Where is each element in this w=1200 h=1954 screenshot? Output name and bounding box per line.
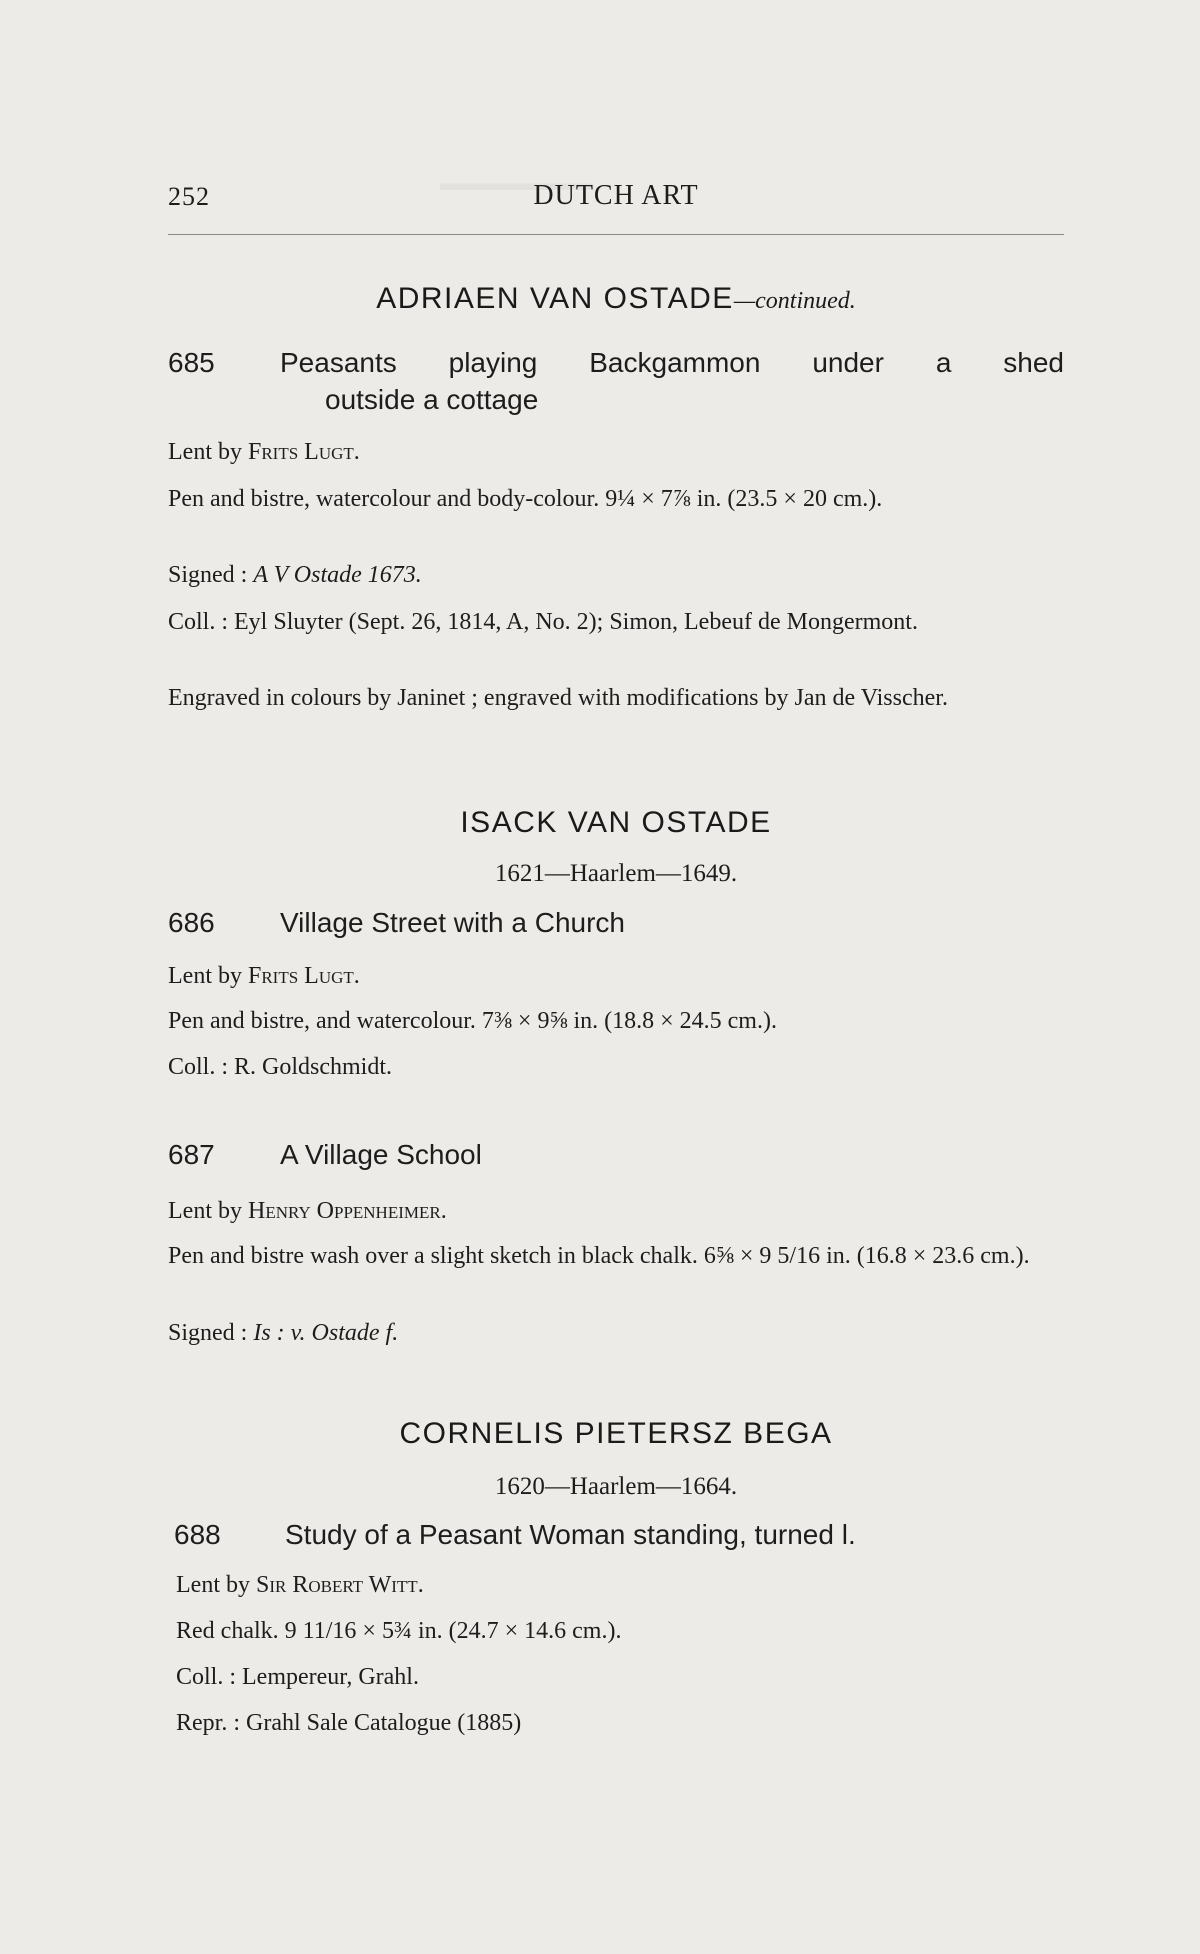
header-rule — [168, 234, 1064, 235]
catalogue-number: 685 — [168, 347, 215, 378]
lender-name: Sir Robert Witt. — [255, 1572, 424, 1598]
lender-name: Henry Oppenheimer. — [247, 1198, 447, 1224]
entry-title-line: Village Street with a Church — [280, 907, 625, 938]
entry-title-line: A Village School — [280, 1139, 482, 1170]
medium-line: Pen and bistre wash over a slight sketch in black chalk. 6⅝ × 9 5/16 in. (16.8 × 23.6 cm.). — [168, 1243, 1030, 1269]
signature-text: A V Ostade 1673. — [253, 562, 422, 588]
lent-by-line — [168, 961, 1064, 992]
lent-by-label: Lent by — [168, 963, 248, 989]
lent-by-line — [176, 1570, 1072, 1601]
medium-line: Pen and bistre, and watercolour. 7⅜ × 9⅝ in. (18.8 × 24.5 cm.). — [168, 1008, 777, 1034]
lent-by-line — [168, 437, 1064, 468]
entry-title — [285, 1516, 1069, 1553]
reproduction-line: Repr. : Grahl Sale Catalogue (1885) — [176, 1710, 522, 1736]
continued-note: —continued. — [733, 288, 856, 314]
entry-title-line: Study of a Peasant Woman standing, turned l. — [285, 1519, 856, 1550]
signed-label: Signed : — [168, 1320, 254, 1346]
artist-heading: ISACK VAN OSTADE — [460, 806, 772, 839]
engraved-line: Engraved in colours by Janinet ; engraved with modifications by Jan de Visscher. — [168, 685, 948, 711]
lender-name: Frits Lugt. — [247, 963, 360, 989]
page-header — [168, 178, 1064, 218]
signed-line — [168, 1318, 1064, 1349]
lent-by-label: Lent by — [168, 439, 248, 465]
entry-title-line: Peasants playing Backgammon under a shed — [280, 347, 1064, 378]
collection-line: Coll. : Lempereur, Grahl. — [176, 1664, 419, 1690]
collection-line: Coll. : R. Goldschmidt. — [168, 1054, 393, 1080]
artist-name: ADRIAEN VAN OSTADE — [376, 282, 734, 315]
lent-by-label: Lent by — [176, 1572, 256, 1598]
running-head: DUTCH ART — [533, 180, 699, 211]
entry-title — [280, 904, 1064, 941]
medium-line: Pen and bistre, watercolour and body-colour. 9¼ × 7⅞ in. (23.5 × 20 cm.). — [168, 486, 883, 512]
lent-by-label: Lent by — [168, 1198, 248, 1224]
collection-line: Coll. : Eyl Sluyter (Sept. 26, 1814, A, No. 2); Simon, Lebeuf de Mongermont. — [168, 609, 918, 635]
artist-dates: 1621—Haarlem—1649. — [494, 860, 738, 887]
entry-title — [280, 344, 1064, 418]
entry-title — [280, 1136, 1064, 1173]
artist-heading: CORNELIS PIETERSZ BEGA — [399, 1417, 833, 1450]
lent-by-line — [168, 1196, 1064, 1227]
catalogue-number: 687 — [168, 1139, 215, 1170]
signed-label: Signed : — [168, 562, 254, 588]
signed-line — [168, 560, 1064, 591]
catalogue-number: 686 — [168, 907, 215, 938]
catalogue-number: 688 — [174, 1519, 221, 1550]
page-number: 252 — [168, 182, 210, 211]
entry-title-line: outside a cottage — [325, 384, 539, 415]
bleed-through-texture: ▬▬▬▬▬▬▬ — [440, 170, 594, 195]
artist-heading — [168, 282, 1064, 316]
signature-text: Is : v. Ostade f. — [253, 1320, 399, 1346]
lender-name: Frits Lugt. — [247, 439, 360, 465]
artist-dates: 1620—Haarlem—1664. — [494, 1473, 738, 1500]
medium-line: Red chalk. 9 11/16 × 5¾ in. (24.7 × 14.6 cm.). — [176, 1618, 622, 1644]
